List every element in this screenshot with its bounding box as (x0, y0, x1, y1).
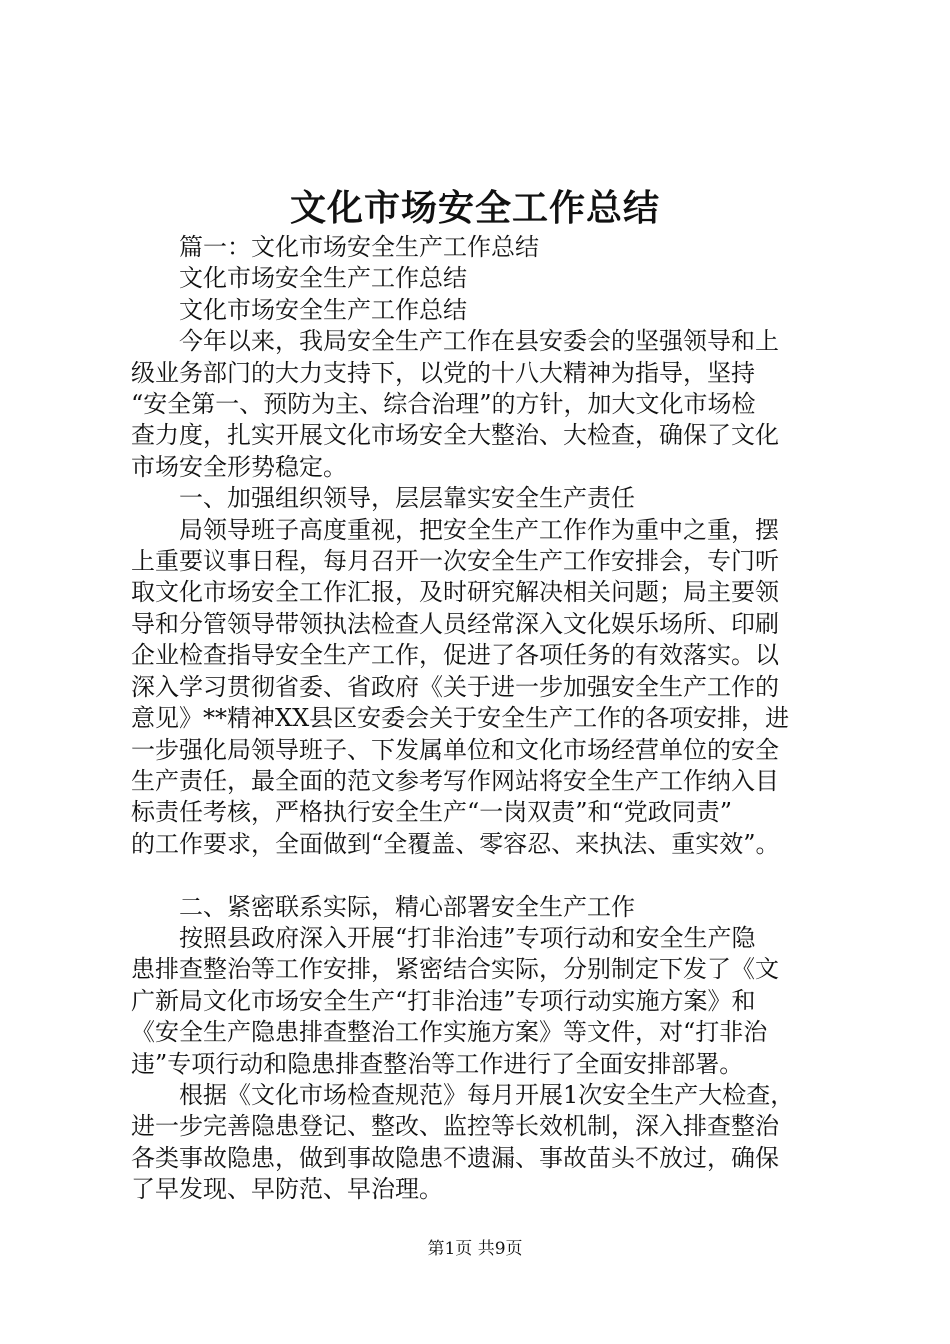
paragraph-line: 的工作要求，全面做到“全覆盖、零容忍、来执法、重实效”。 (131, 829, 780, 858)
section-heading: 二、紧密联系实际，精心部署安全生产工作 (179, 892, 635, 921)
paragraph-gap (131, 860, 831, 891)
paragraph-line: 取文化市场安全工作汇报，及时研究解决相关问题；局主要领 (131, 578, 779, 607)
paragraph-line: 深入学习贯彻省委、省政府《关于进一步加强安全生产工作的 (131, 672, 779, 701)
paragraph-line: 患排查整治等工作安排，紧密结合实际，分别制定下发了《文 (131, 955, 779, 984)
paragraph-line: 了早发现、早防范、早治理。 (131, 1175, 443, 1204)
paragraph-line: 级业务部门的大力支持下，以党的十八大精神为指导，坚持 (131, 358, 755, 387)
paragraph-line: “安全第一、预防为主、综合治理”的方针，加大文化市场检 (131, 390, 756, 419)
paragraph-line: 局领导班子高度重视，把安全生产工作作为重中之重，摆 (179, 515, 779, 544)
paragraph-line: 根据《文化市场检查规范》每月开展1次安全生产大检查， (179, 1080, 795, 1109)
paragraph-line: 标责任考核，严格执行安全生产“一岗双责”和“党政同责” (131, 798, 733, 827)
paragraph-line: 一步强化局领导班子、下发属单位和文化市场经营单位的安全 (131, 735, 779, 764)
document-title: 文化市场安全工作总结 (289, 187, 660, 229)
section-heading: 篇一：文化市场安全生产工作总结 (179, 233, 539, 261)
paragraph-line: 按照县政府深入开展“打非治违”专项行动和安全生产隐 (179, 923, 756, 952)
paragraph-line: 市场安全形势稳定。 (131, 452, 347, 481)
paragraph-line: 《安全生产隐患排查整治工作实施方案》等文件，对“打非治 (131, 1018, 768, 1047)
subtitle-line: 文化市场安全生产工作总结 (179, 264, 467, 293)
subtitle-line: 文化市场安全生产工作总结 (179, 295, 467, 324)
paragraph-line: 意见》**精神XX县区安委会关于安全生产工作的各项安排，进 (131, 704, 790, 733)
paragraph-line: 导和分管领导带领执法检查人员经常深入文化娱乐场所、印刷 (131, 609, 779, 638)
paragraph-line: 企业检查指导安全生产工作，促进了各项任务的有效落实。以 (131, 641, 779, 670)
paragraph-line: 上重要议事日程，每月召开一次安全生产工作安排会，专门听 (131, 547, 779, 576)
paragraph-line: 查力度，扎实开展文化市场安全大整治、大检查，确保了文化 (131, 421, 779, 450)
paragraph-line: 违”专项行动和隐患排查整治等工作进行了全面安排部署。 (131, 1049, 744, 1078)
paragraph-line: 生产责任，最全面的范文参考写作网站将安全生产工作纳入目 (131, 766, 779, 795)
paragraph-line: 广新局文化市场安全生产“打非治违”专项行动实施方案》和 (131, 986, 756, 1015)
paragraph-line: 各类事故隐患，做到事故隐患不遗漏、事故苗头不放过，确保 (131, 1143, 779, 1172)
section-heading: 一、加强组织领导，层层靠实安全生产责任 (179, 484, 635, 513)
paragraph-line: 今年以来，我局安全生产工作在县安委会的坚强领导和上 (179, 327, 779, 356)
paragraph-line: 进一步完善隐患登记、整改、监控等长效机制，深入排查整治 (131, 1112, 779, 1141)
page-footer: 第1页 共9页 (427, 1239, 523, 1259)
document-body (131, 232, 831, 1206)
